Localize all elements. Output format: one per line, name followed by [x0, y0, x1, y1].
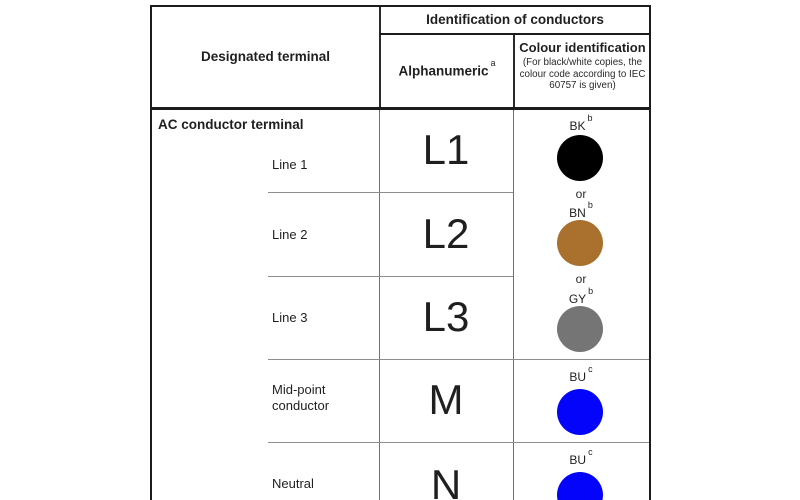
- colour-code-bk-text: BK: [569, 119, 586, 133]
- alphanumeric-code-l2: L2: [422, 210, 470, 257]
- colour-code-bu-m-label: [514, 364, 648, 385]
- colour-code-bn-text: BN: [569, 206, 586, 220]
- alphanumeric-code-m: M: [428, 376, 464, 423]
- alphanumeric-header-label: Alphanumeric: [398, 63, 489, 79]
- identification-of-conductors-header: Identification of conductors: [426, 12, 604, 27]
- terminal-line2-label: Line 2: [272, 227, 308, 242]
- alphanumeric-header: [381, 58, 513, 79]
- colour-swatch-brown-circle: [557, 220, 603, 266]
- colour-code-gy-text: GY: [568, 292, 587, 306]
- colour-swatch-black-circle: [557, 135, 603, 181]
- colour-identification-header: [516, 40, 649, 92]
- colour-code-gy-label: [514, 286, 648, 307]
- row-divider-line1-line2: [268, 192, 513, 193]
- colour-swatch-grey-circle: [557, 306, 603, 352]
- row-divider-line3-midpoint: [268, 359, 649, 360]
- or-separator-1: or: [575, 187, 587, 201]
- row-divider-midpoint-neutral: [268, 442, 649, 443]
- row-divider-line2-line3: [268, 276, 513, 277]
- footnote-ref-b-bn: b: [587, 200, 593, 210]
- colour-code-bu-n-label: [514, 447, 648, 468]
- colour-code-bn-label: [514, 200, 648, 221]
- terminal-midpoint-label: Mid-point conductor: [272, 382, 330, 413]
- colour-code-bu-n-text: BU: [569, 453, 587, 467]
- header-bottom-border: [150, 107, 651, 110]
- colour-code-bk-label: [514, 113, 648, 134]
- alphanumeric-code-l3: L3: [422, 293, 470, 340]
- colour-code-bu-m-text: BU: [569, 370, 587, 384]
- alphanumeric-code-l1: L1: [422, 126, 470, 173]
- terminal-line1-label: Line 1: [272, 157, 308, 172]
- colour-identification-note: (For black/white copies, the colour code according to IEC 60757 is given): [519, 57, 646, 91]
- identification-header-underline: [379, 33, 651, 35]
- column-divider-alphanumeric-colour-header: [513, 33, 515, 109]
- terminal-line3-label: Line 3: [272, 310, 308, 325]
- or-separator-2: or: [575, 272, 587, 286]
- alphanumeric-code-n: N: [430, 461, 462, 500]
- footnote-ref-c-bu-m: c: [588, 364, 593, 374]
- colour-swatch-blue-m-circle: [557, 389, 603, 435]
- colour-identification-title: Colour identification: [519, 40, 646, 55]
- designated-terminal-header: Designated terminal: [200, 49, 331, 64]
- footnote-ref-b-gy: b: [588, 286, 594, 296]
- terminal-neutral-label: Neutral: [272, 476, 314, 491]
- footnote-ref-b-bk: b: [587, 113, 593, 123]
- footnote-ref-a: a: [490, 58, 496, 68]
- group-label-ac-conductor-terminal: AC conductor terminal: [158, 117, 304, 132]
- footnote-ref-c-bu-n: c: [588, 447, 593, 457]
